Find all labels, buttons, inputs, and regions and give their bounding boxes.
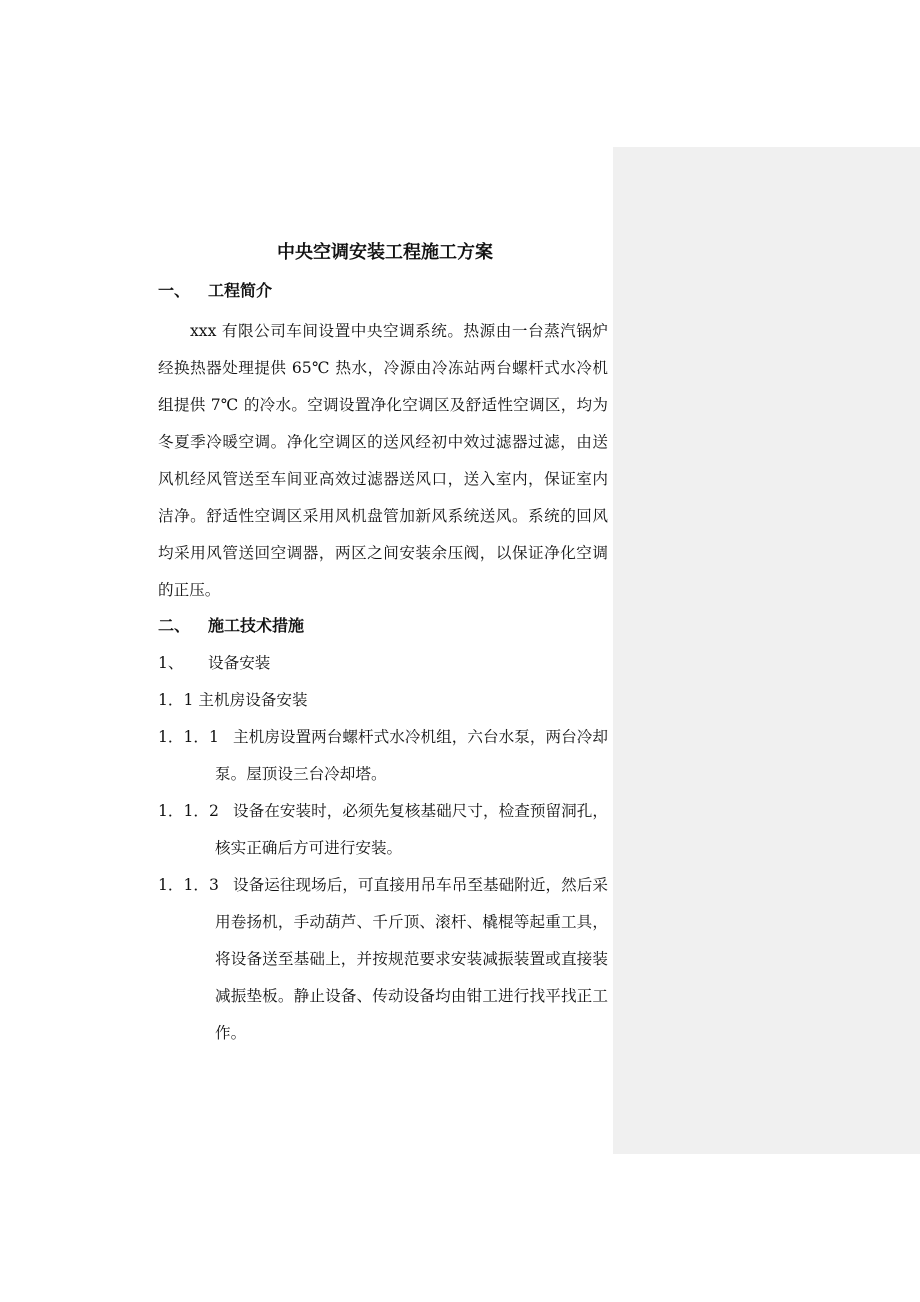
clause-text: 主机房设置两台螺杆式水冷机组，六台水泵，两台冷却泵。屋顶设三台冷却塔。 — [215, 728, 608, 783]
subsection-number: 1、 — [158, 654, 184, 672]
document-title: 中央空调安装工程施工方案 — [277, 242, 493, 263]
section-heading-overview — [158, 279, 272, 303]
subsection-label: 主机房设备安装 — [198, 691, 308, 709]
overview-paragraph: xxx 有限公司车间设置中央空调系统。热源由一台蒸汽锅炉经换热器处理提供 65℃ 热水，冷源由冷冻站两台螺杆式水冷机组提供 7℃ 的冷水。空调设置净化空调区及舒适性空调区，均为冬夏季冷暖空调。净化空调区的送风经初中效过滤器过滤，由送风机经风管送至车间亚高效过滤器送风口，送入室内，保证室内洁净。舒适性空调区采用风机盘管加新风系统送风。系统的回风均采用风管送回空调器，两区之间安装余压阀，以保证净化空调的正压。 — [158, 322, 608, 599]
section-label: 施工技术措施 — [208, 616, 305, 635]
clause-text: 设备在安装时，必须先复核基础尺寸，检查预留洞孔，核实正确后方可进行安装。 — [215, 802, 608, 857]
section-heading-measures — [158, 614, 304, 638]
subsection-number: 1．1 — [158, 691, 194, 709]
section-label: 工程简介 — [208, 281, 273, 300]
comment-margin-pane — [613, 147, 920, 1154]
clause-number: 1．1．2 — [158, 802, 219, 820]
clause-number: 1．1．1 — [158, 728, 219, 746]
section-number: 二、 — [158, 616, 191, 635]
subsection-main-machine-room — [158, 688, 308, 712]
subsection-label: 设备安装 — [208, 654, 271, 672]
subsection-equipment-installation — [158, 651, 270, 675]
clause-item — [158, 719, 608, 793]
clause-number: 1．1．3 — [158, 876, 219, 894]
section-number: 一、 — [158, 281, 191, 300]
clause-item — [158, 793, 608, 867]
clause-item — [158, 867, 608, 1052]
clause-text: 设备运往现场后，可直接用吊车吊至基础附近，然后采用卷扬机，手动葫芦、千斤顶、滚杆、橇棍等起重工具，将设备送至基础上，并按规范要求安装减振装置或直接装减振垫板。静止设备、传动设备均由钳工进行找平找正工作。 — [215, 876, 608, 1042]
